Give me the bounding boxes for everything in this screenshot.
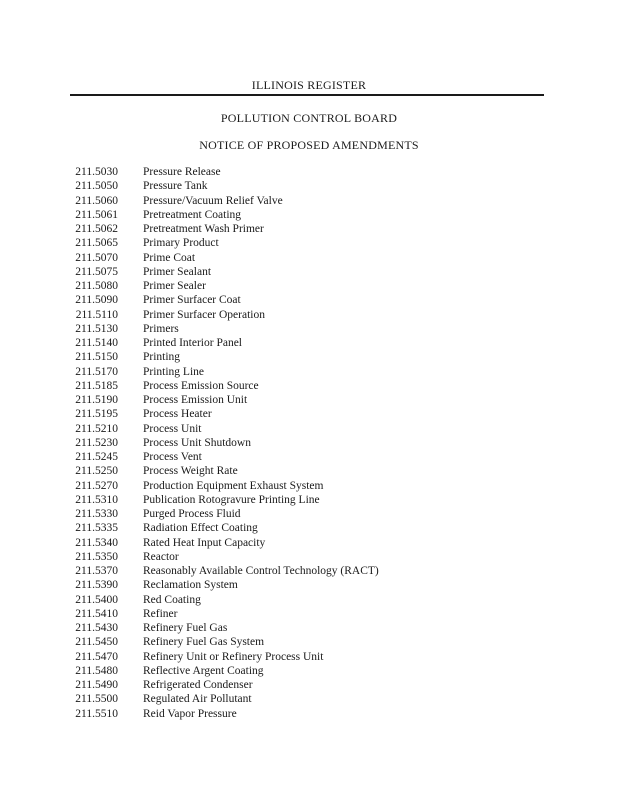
section-row — [0, 236, 618, 250]
section-row — [0, 293, 618, 307]
section-row — [0, 179, 618, 193]
section-row — [0, 607, 618, 621]
section-term: Printing — [143, 351, 181, 364]
section-number: 211.5340 — [75, 536, 118, 549]
section-row — [0, 635, 618, 649]
section-term: Printed Interior Panel — [143, 337, 243, 349]
section-term: Primer Surfacer Coat — [143, 294, 241, 307]
section-row — [0, 322, 618, 336]
section-row — [0, 707, 618, 721]
section-row — [0, 407, 618, 421]
section-term: Refinery Fuel Gas System — [143, 636, 265, 649]
section-term: Production Equipment Exhaust System — [143, 479, 324, 492]
section-row — [0, 664, 618, 678]
section-term: Reflective Argent Coating — [143, 664, 264, 677]
section-row — [0, 436, 618, 450]
section-row — [0, 165, 618, 179]
section-row — [0, 279, 618, 293]
board-title: POLLUTION CONTROL BOARD — [220, 111, 398, 125]
section-row — [0, 308, 618, 322]
section-term: Primers — [143, 322, 179, 335]
section-number: 211.5230 — [75, 436, 118, 449]
section-number: 211.5350 — [75, 550, 118, 563]
section-term: Process Emission Unit — [143, 394, 248, 406]
section-number: 211.5090 — [75, 294, 118, 307]
section-term: Radiation Effect Coating — [143, 522, 258, 535]
section-number: 211.5210 — [75, 422, 118, 435]
section-row — [0, 422, 618, 436]
section-term: Refinery Unit or Refinery Process Unit — [143, 650, 324, 663]
section-row — [0, 550, 618, 564]
section-term: Pressure/Vacuum Relief Valve — [143, 194, 283, 207]
section-number: 211.5330 — [75, 508, 118, 520]
section-number: 211.5110 — [75, 308, 118, 321]
section-number: 211.5150 — [75, 351, 118, 364]
section-row — [0, 678, 618, 692]
header-rule — [70, 94, 544, 96]
section-row — [0, 593, 618, 607]
section-number: 211.5500 — [75, 693, 118, 706]
section-term: Primer Sealer — [143, 280, 206, 292]
section-term: Reasonably Available Control Technology (RACT) — [143, 565, 379, 577]
section-list — [0, 165, 618, 721]
section-term: Pressure Tank — [143, 180, 208, 193]
section-term: Purged Process Fluid — [143, 508, 241, 520]
section-term: Refiner — [143, 607, 178, 620]
section-row — [0, 493, 618, 507]
section-number: 211.5270 — [75, 479, 118, 492]
section-term: Refinery Fuel Gas — [143, 622, 228, 634]
section-term: Process Unit Shutdown — [143, 436, 251, 449]
section-number: 211.5062 — [75, 223, 118, 235]
section-number: 211.5075 — [75, 265, 118, 278]
section-term: Reactor — [143, 550, 179, 563]
section-number: 211.5061 — [75, 208, 118, 221]
section-number: 211.5185 — [75, 379, 118, 392]
section-number: 211.5390 — [75, 579, 118, 592]
section-term: Pretreatment Wash Primer — [143, 223, 264, 235]
section-term: Refrigerated Condenser — [143, 679, 253, 691]
section-term: Pressure Release — [143, 166, 221, 178]
section-number: 211.5065 — [75, 237, 118, 250]
section-term: Red Coating — [143, 593, 201, 606]
section-number: 211.5245 — [75, 451, 118, 463]
section-number: 211.5195 — [75, 408, 118, 421]
section-row — [0, 365, 618, 379]
section-term: Process Vent — [143, 451, 202, 463]
section-term: Reclamation System — [143, 579, 238, 592]
section-row — [0, 621, 618, 635]
section-number: 211.5190 — [75, 394, 118, 406]
section-term: Process Heater — [143, 408, 212, 421]
section-term: Publication Rotogravure Printing Line — [143, 493, 320, 506]
section-term: Primer Surfacer Operation — [143, 308, 265, 321]
section-row — [0, 450, 618, 464]
section-row — [0, 208, 618, 222]
section-term: Prime Coat — [143, 251, 196, 264]
section-number: 211.5430 — [75, 622, 118, 634]
section-row — [0, 194, 618, 208]
section-row — [0, 564, 618, 578]
section-term: Primer Sealant — [143, 265, 212, 278]
section-row — [0, 251, 618, 265]
section-term: Pretreatment Coating — [143, 208, 242, 221]
section-row — [0, 350, 618, 364]
section-number: 211.5070 — [75, 251, 118, 264]
section-row — [0, 536, 618, 550]
section-number: 211.5130 — [75, 322, 118, 335]
section-number: 211.5250 — [75, 465, 118, 478]
section-number: 211.5030 — [75, 166, 118, 178]
register-title: ILLINOIS REGISTER — [251, 78, 367, 92]
section-row — [0, 479, 618, 493]
section-number: 211.5470 — [75, 650, 118, 663]
section-row — [0, 464, 618, 478]
section-number: 211.5170 — [75, 365, 118, 378]
section-number: 211.5080 — [75, 280, 118, 292]
section-number: 211.5410 — [75, 607, 118, 620]
section-number: 211.5370 — [75, 565, 118, 577]
section-row — [0, 650, 618, 664]
section-number: 211.5490 — [75, 679, 118, 691]
section-number: 211.5510 — [75, 707, 118, 720]
section-row — [0, 336, 618, 350]
section-number: 211.5335 — [75, 522, 118, 535]
section-number: 211.5140 — [75, 337, 118, 349]
section-number: 211.5480 — [75, 664, 118, 677]
section-term: Reid Vapor Pressure — [143, 707, 237, 720]
section-row — [0, 507, 618, 521]
section-row — [0, 578, 618, 592]
section-term: Process Unit — [143, 422, 202, 435]
section-number: 211.5400 — [75, 593, 118, 606]
section-row — [0, 265, 618, 279]
section-row — [0, 379, 618, 393]
section-term: Rated Heat Input Capacity — [143, 536, 266, 549]
section-row — [0, 222, 618, 236]
section-row — [0, 692, 618, 706]
section-term: Process Emission Source — [143, 379, 259, 392]
section-number: 211.5060 — [75, 194, 118, 207]
section-row — [0, 521, 618, 535]
section-row — [0, 393, 618, 407]
section-term: Printing Line — [143, 365, 205, 378]
section-number: 211.5450 — [75, 636, 118, 649]
section-term: Process Weight Rate — [143, 465, 238, 478]
notice-title: NOTICE OF PROPOSED AMENDMENTS — [199, 138, 419, 152]
section-term: Primary Product — [143, 237, 219, 250]
section-term: Regulated Air Pollutant — [143, 693, 252, 706]
section-number: 211.5050 — [75, 180, 118, 193]
section-number: 211.5310 — [75, 493, 118, 506]
